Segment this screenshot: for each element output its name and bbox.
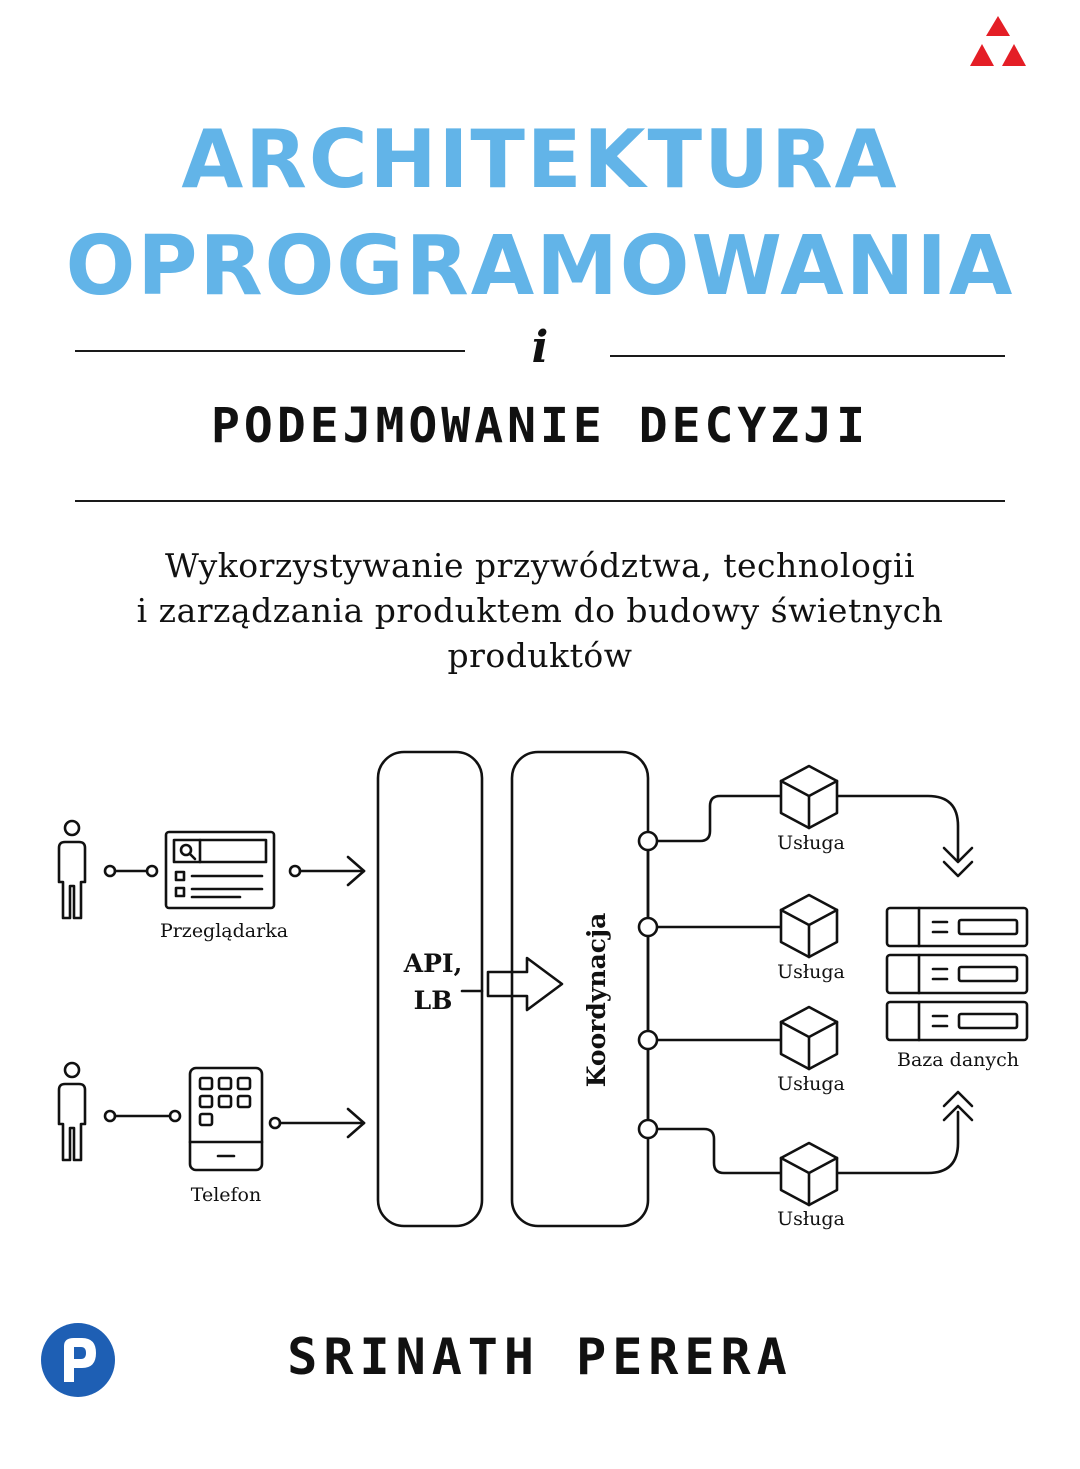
service-label: Usługa	[777, 961, 845, 983]
database-label: Baza danych	[896, 1049, 1020, 1071]
divider-right	[610, 355, 1005, 357]
service-connectors	[639, 796, 780, 1173]
user-person-icon	[59, 1063, 85, 1160]
phone-arrow	[270, 1109, 364, 1137]
divider-bottom	[75, 500, 1005, 502]
tagline-line-1: Wykorzystywanie przywództwa, technologii	[164, 546, 916, 585]
coordination-label: Koordynacja	[582, 912, 611, 1088]
smartphone-icon	[190, 1068, 262, 1170]
tagline	[60, 543, 1020, 678]
phone-label: Telefon	[190, 1184, 262, 1206]
title-line-2: OPROGRAMOWANIA	[65, 219, 1015, 314]
browser-arrow	[290, 857, 364, 885]
service-cube-icon	[781, 766, 837, 828]
phone-connector	[105, 1111, 180, 1121]
service-cube-icon	[781, 1007, 837, 1069]
api-label-line-2: LB	[413, 986, 453, 1015]
title-connector: i	[531, 322, 549, 373]
subtitle: PODEJMOWANIE DECYZJI	[211, 398, 869, 454]
service-label: Usługa	[777, 1208, 845, 1230]
tagline-line-2: i zarządzania produktem do budowy świetnych	[136, 591, 944, 630]
author-name: SRINATH PERERA	[287, 1328, 793, 1386]
service-label: Usługa	[777, 832, 845, 854]
divider-left	[75, 350, 465, 352]
user-person-icon	[59, 821, 85, 918]
api-label-line-1: API,	[403, 949, 463, 978]
service-cube-icon	[781, 895, 837, 957]
title-line-1: ARCHITEKTURA	[181, 113, 899, 206]
architecture-diagram	[0, 740, 1080, 1240]
publisher-p-logo	[40, 1322, 116, 1398]
browser-label: Przeglądarka	[159, 920, 289, 942]
service-to-database-arrows	[838, 796, 972, 1173]
browser-connector	[105, 866, 157, 876]
tagline-line-3: produktów	[447, 636, 633, 675]
service-cube-icon	[781, 1143, 837, 1205]
corner-triangles-logo	[960, 14, 1036, 74]
service-label: Usługa	[777, 1073, 845, 1095]
browser-window-icon	[166, 832, 274, 908]
database-server-rack-icon	[887, 908, 1027, 1040]
